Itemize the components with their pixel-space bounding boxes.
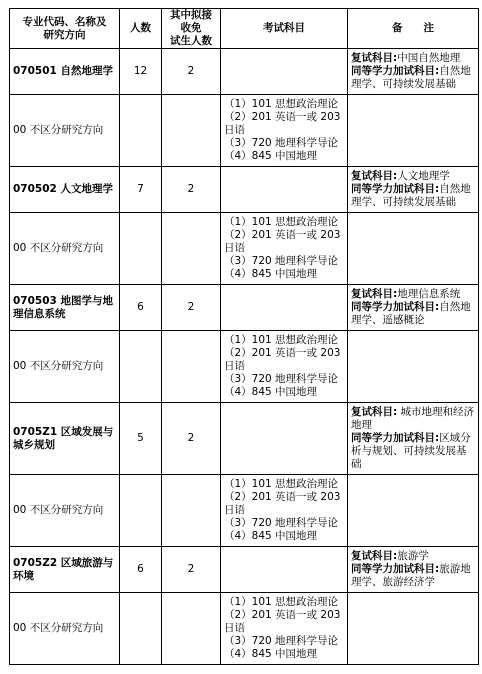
exam-subject-line: （2）201 英语一或 203 bbox=[224, 229, 341, 241]
exam-subject-line: （4）845 中国地理 bbox=[224, 386, 318, 398]
exam-subject-line: （1）101 思想政治理论 bbox=[224, 216, 339, 228]
subjects-empty bbox=[221, 285, 348, 331]
subjects-empty bbox=[221, 547, 348, 593]
exam-subject-line: 日语 bbox=[224, 242, 245, 254]
remark-cell bbox=[348, 403, 479, 475]
exempt-count: 2 bbox=[162, 403, 221, 475]
admissions-table bbox=[9, 8, 479, 665]
enrollment-count: 6 bbox=[120, 547, 162, 593]
exam-subject-line: 日语 bbox=[224, 622, 245, 634]
exam-subjects bbox=[221, 95, 348, 167]
exam-subject-line: 日语 bbox=[224, 504, 245, 516]
enrollment-count: 6 bbox=[120, 285, 162, 331]
direction-count-empty bbox=[120, 331, 162, 403]
enrollment-count: 5 bbox=[120, 403, 162, 475]
subjects-empty bbox=[221, 403, 348, 475]
major-row bbox=[10, 49, 479, 95]
direction-name: 00 不区分研究方向 bbox=[10, 593, 120, 665]
exam-subject-line: （3）720 地理科学导论 bbox=[224, 373, 339, 385]
extra-subjects: 自然地理学、可持续发展基础 bbox=[351, 183, 471, 208]
extra-subjects: 自然地理学、可持续发展基础 bbox=[351, 65, 471, 90]
exam-subject-line: （1）101 思想政治理论 bbox=[224, 478, 339, 490]
major-row bbox=[10, 403, 479, 475]
exam-subject-line: （1）101 思想政治理论 bbox=[224, 334, 339, 346]
direction-exempt-empty bbox=[162, 475, 221, 547]
exempt-count: 2 bbox=[162, 167, 221, 213]
direction-remark-empty bbox=[348, 213, 479, 285]
direction-remark-empty bbox=[348, 475, 479, 547]
extra-subjects: 自然地理学、遥感概论 bbox=[351, 301, 471, 326]
retest-subject: 城市地理和经济地理 bbox=[351, 406, 475, 431]
major-name: 0705Z2 区域旅游与环境 bbox=[10, 547, 120, 593]
direction-row bbox=[10, 213, 479, 285]
extra-label: 同等学力加试科目: bbox=[351, 183, 440, 195]
header-exempt: 其中拟接收免 试生人数 bbox=[162, 9, 221, 49]
header-subjects: 考试科目 bbox=[221, 9, 348, 49]
extra-label: 同等学力加试科目: bbox=[351, 563, 440, 575]
exam-subjects bbox=[221, 331, 348, 403]
enrollment-count: 7 bbox=[120, 167, 162, 213]
direction-row bbox=[10, 593, 479, 665]
exam-subject-line: （4）845 中国地理 bbox=[224, 150, 318, 162]
retest-subject: 中国自然地理 bbox=[397, 52, 461, 64]
exam-subject-line: （3）720 地理科学导论 bbox=[224, 517, 339, 529]
exam-subject-line: （3）720 地理科学导论 bbox=[224, 137, 339, 149]
exempt-count: 2 bbox=[162, 49, 221, 95]
exam-subjects bbox=[221, 213, 348, 285]
direction-count-empty bbox=[120, 213, 162, 285]
exam-subject-line: （1）101 思想政治理论 bbox=[224, 98, 339, 110]
retest-subject: 旅游学 bbox=[397, 550, 429, 562]
direction-remark-empty bbox=[348, 331, 479, 403]
remark-cell bbox=[348, 547, 479, 593]
exam-subject-line: （2）201 英语一或 203 bbox=[224, 609, 341, 621]
header-major: 专业代码、名称及 研究方向 bbox=[10, 9, 120, 49]
exam-subject-line: （4）845 中国地理 bbox=[224, 268, 318, 280]
extra-label: 同等学力加试科目: bbox=[351, 65, 440, 77]
retest-label: 复试科目: bbox=[351, 52, 398, 64]
remark-cell bbox=[348, 167, 479, 213]
direction-exempt-empty bbox=[162, 593, 221, 665]
direction-count-empty bbox=[120, 593, 162, 665]
major-row bbox=[10, 167, 479, 213]
subjects-empty bbox=[221, 167, 348, 213]
exam-subject-line: （2）201 英语一或 203 bbox=[224, 347, 341, 359]
direction-exempt-empty bbox=[162, 331, 221, 403]
direction-name: 00 不区分研究方向 bbox=[10, 331, 120, 403]
major-name: 0705Z1 区域发展与城乡规划 bbox=[10, 403, 120, 475]
direction-row bbox=[10, 331, 479, 403]
exam-subject-line: 日语 bbox=[224, 360, 245, 372]
exam-subjects bbox=[221, 475, 348, 547]
exam-subject-line: （3）720 地理科学导论 bbox=[224, 255, 339, 267]
retest-label: 复试科目: bbox=[351, 406, 398, 418]
direction-count-empty bbox=[120, 95, 162, 167]
subjects-empty bbox=[221, 49, 348, 95]
exempt-count: 2 bbox=[162, 547, 221, 593]
exam-subject-line: （1）101 思想政治理论 bbox=[224, 596, 339, 608]
header-row bbox=[10, 9, 479, 49]
retest-subject: 人文地理学 bbox=[397, 170, 450, 182]
direction-remark-empty bbox=[348, 593, 479, 665]
direction-exempt-empty bbox=[162, 213, 221, 285]
extra-label: 同等学力加试科目: bbox=[351, 432, 440, 444]
exam-subject-line: （3）720 地理科学导论 bbox=[224, 635, 339, 647]
major-name: 070502 人文地理学 bbox=[10, 167, 120, 213]
major-row bbox=[10, 547, 479, 593]
direction-row bbox=[10, 95, 479, 167]
major-name: 070501 自然地理学 bbox=[10, 49, 120, 95]
direction-count-empty bbox=[120, 475, 162, 547]
remark-cell bbox=[348, 49, 479, 95]
direction-remark-empty bbox=[348, 95, 479, 167]
direction-exempt-empty bbox=[162, 95, 221, 167]
retest-label: 复试科目: bbox=[351, 170, 398, 182]
exempt-count: 2 bbox=[162, 285, 221, 331]
exam-subject-line: 日语 bbox=[224, 124, 245, 136]
direction-name: 00 不区分研究方向 bbox=[10, 475, 120, 547]
extra-subjects: 区域分析与规划、可持续发展基础 bbox=[351, 432, 471, 470]
major-row bbox=[10, 285, 479, 331]
header-remarks: 备 注 bbox=[348, 9, 479, 49]
retest-subject: 地理信息系统 bbox=[397, 288, 461, 300]
header-count: 人数 bbox=[120, 9, 162, 49]
direction-name: 00 不区分研究方向 bbox=[10, 213, 120, 285]
exam-subjects bbox=[221, 593, 348, 665]
retest-label: 复试科目: bbox=[351, 550, 398, 562]
enrollment-count: 12 bbox=[120, 49, 162, 95]
exam-subject-line: （4）845 中国地理 bbox=[224, 530, 318, 542]
exam-subject-line: （4）845 中国地理 bbox=[224, 648, 318, 660]
extra-label: 同等学力加试科目: bbox=[351, 301, 440, 313]
remark-cell bbox=[348, 285, 479, 331]
direction-row bbox=[10, 475, 479, 547]
extra-subjects: 旅游地理学、旅游经济学 bbox=[351, 563, 471, 588]
exam-subject-line: （2）201 英语一或 203 bbox=[224, 491, 341, 503]
direction-name: 00 不区分研究方向 bbox=[10, 95, 120, 167]
retest-label: 复试科目: bbox=[351, 288, 398, 300]
major-name: 070503 地图学与地理信息系统 bbox=[10, 285, 120, 331]
exam-subject-line: （2）201 英语一或 203 bbox=[224, 111, 341, 123]
